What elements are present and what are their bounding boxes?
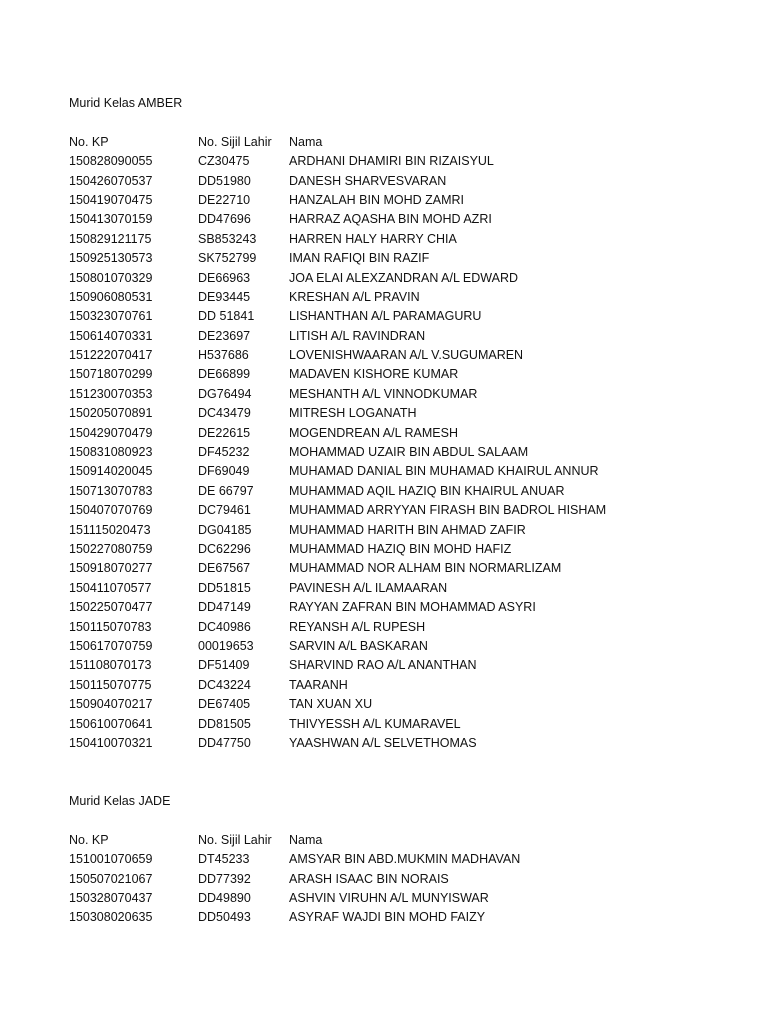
cell-no-kp: 150904070217 xyxy=(69,697,153,712)
cell-no-kp: 151115020473 xyxy=(69,522,151,537)
cell-no-sijil-lahir: DC43224 xyxy=(198,677,251,692)
cell-no-kp: 150411070577 xyxy=(69,580,152,595)
cell-no-sijil-lahir: DT45233 xyxy=(198,852,250,867)
cell-nama: IMAN RAFIQI BIN RAZIF xyxy=(289,251,430,266)
cell-no-sijil-lahir: DF69049 xyxy=(198,464,250,479)
cell-no-sijil-lahir: DE66963 xyxy=(198,270,251,285)
cell-no-sijil-lahir: 00019653 xyxy=(198,638,254,653)
document-page xyxy=(69,94,729,928)
cell-no-kp: 150227080759 xyxy=(69,541,153,556)
table-row xyxy=(69,249,729,268)
cell-no-sijil-lahir: DE67567 xyxy=(198,561,251,576)
cell-no-sijil-lahir: SB853243 xyxy=(198,231,257,246)
cell-no-kp: 150610070641 xyxy=(69,716,153,731)
cell-nama: MUHAMMAD NOR ALHAM BIN NORMARLIZAM xyxy=(289,561,562,576)
header-no-kp: No. KP xyxy=(69,832,109,847)
cell-no-kp: 150914020045 xyxy=(69,464,153,479)
section-title: Murid Kelas JADE xyxy=(69,794,171,809)
cell-nama: MESHANTH A/L VINNODKUMAR xyxy=(289,386,478,401)
cell-nama: ASYRAF WAJDI BIN MOHD FAIZY xyxy=(289,910,486,925)
cell-nama: MOGENDREAN A/L RAMESH xyxy=(289,425,459,440)
cell-no-sijil-lahir: DE93445 xyxy=(198,289,251,304)
cell-no-sijil-lahir: DD47750 xyxy=(198,735,251,750)
cell-no-sijil-lahir: DD77392 xyxy=(198,871,251,886)
cell-no-sijil-lahir: DE 66797 xyxy=(198,483,254,498)
cell-nama: MUHAMAD DANIAL BIN MUHAMAD KHAIRUL ANNUR xyxy=(289,464,599,479)
cell-no-kp: 150323070761 xyxy=(69,309,153,324)
table-row xyxy=(69,346,729,365)
cell-no-kp: 150829121175 xyxy=(69,231,152,246)
table-row xyxy=(69,424,729,443)
cell-no-kp: 150407070769 xyxy=(69,503,153,518)
cell-nama: ARASH ISAAC BIN NORAIS xyxy=(289,871,449,886)
cell-no-sijil-lahir: DF51409 xyxy=(198,658,250,673)
cell-no-sijil-lahir: DD50493 xyxy=(198,910,251,925)
cell-no-kp: 151001070659 xyxy=(69,852,153,867)
cell-nama: TAARANH xyxy=(289,677,348,692)
cell-no-kp: 150429070479 xyxy=(69,425,153,440)
header-no-sijil-lahir: No. Sijil Lahir xyxy=(198,134,272,149)
cell-nama: HANZALAH BIN MOHD ZAMRI xyxy=(289,192,465,207)
cell-nama: SARVIN A/L BASKARAN xyxy=(289,638,428,653)
table-row xyxy=(69,618,729,637)
table-row xyxy=(69,462,729,481)
cell-no-kp: 150713070783 xyxy=(69,483,153,498)
cell-no-kp: 150828090055 xyxy=(69,154,153,169)
table-row xyxy=(69,676,729,695)
cell-no-sijil-lahir: DD47696 xyxy=(198,212,251,227)
cell-no-sijil-lahir: DG76494 xyxy=(198,386,252,401)
cell-nama: REYANSH A/L RUPESH xyxy=(289,619,426,634)
table-row xyxy=(69,191,729,210)
cell-nama: HARRAZ AQASHA BIN MOHD AZRI xyxy=(289,212,492,227)
cell-nama: YAASHWAN A/L SELVETHOMAS xyxy=(289,735,477,750)
cell-nama: HARREN HALY HARRY CHIA xyxy=(289,231,457,246)
table-row xyxy=(69,385,729,404)
table-row xyxy=(69,404,729,423)
cell-nama: MUHAMMAD ARRYYAN FIRASH BIN BADROL HISHAM xyxy=(289,503,607,518)
cell-nama: LITISH A/L RAVINDRAN xyxy=(289,328,426,343)
table-row xyxy=(69,288,729,307)
cell-no-sijil-lahir: DE23697 xyxy=(198,328,251,343)
cell-nama: MADAVEN KISHORE KUMAR xyxy=(289,367,459,382)
table-row xyxy=(69,734,729,753)
cell-nama: ASHVIN VIRUHN A/L MUNYISWAR xyxy=(289,891,489,906)
table-row xyxy=(69,908,729,927)
cell-no-sijil-lahir: DD 51841 xyxy=(198,309,255,324)
class-section xyxy=(69,94,729,753)
cell-no-sijil-lahir: DE22615 xyxy=(198,425,251,440)
table-row xyxy=(69,540,729,559)
cell-nama: LOVENISHWAARAN A/L V.SUGUMAREN xyxy=(289,348,524,363)
cell-no-sijil-lahir: CZ30475 xyxy=(198,154,250,169)
cell-no-sijil-lahir: DG04185 xyxy=(198,522,252,537)
cell-no-kp: 150906080531 xyxy=(69,289,153,304)
section-title: Murid Kelas AMBER xyxy=(69,96,183,110)
cell-nama: MUHAMMAD HAZIQ BIN MOHD HAFIZ xyxy=(289,541,512,556)
table-row xyxy=(69,172,729,191)
table-row xyxy=(69,230,729,249)
cell-no-kp: 151230070353 xyxy=(69,386,153,401)
table-row xyxy=(69,850,729,869)
cell-no-kp: 150426070537 xyxy=(69,173,153,188)
table-header-row xyxy=(69,831,729,850)
cell-no-sijil-lahir: DE22710 xyxy=(198,192,251,207)
table-row xyxy=(69,365,729,384)
title-spacer xyxy=(69,113,729,132)
table-row xyxy=(69,210,729,229)
cell-nama: DANESH SHARVESVARAN xyxy=(289,173,447,188)
cell-no-kp: 151222070417 xyxy=(69,348,153,363)
table-row xyxy=(69,443,729,462)
cell-no-kp: 150925130573 xyxy=(69,251,153,266)
table-row xyxy=(69,579,729,598)
table-row xyxy=(69,269,729,288)
table-row xyxy=(69,656,729,675)
table-row xyxy=(69,521,729,540)
table-row xyxy=(69,482,729,501)
cell-no-kp: 150205070891 xyxy=(69,406,153,421)
table-row xyxy=(69,559,729,578)
cell-nama: MUHAMMAD AQIL HAZIQ BIN KHAIRUL ANUAR xyxy=(289,483,565,498)
cell-nama: SHARVIND RAO A/L ANANTHAN xyxy=(289,658,477,673)
cell-nama: MUHAMMAD HARITH BIN AHMAD ZAFIR xyxy=(289,522,526,537)
table-row xyxy=(69,307,729,326)
header-nama: Nama xyxy=(289,832,323,847)
cell-no-kp: 150614070331 xyxy=(69,328,153,343)
table-row xyxy=(69,501,729,520)
table-row xyxy=(69,870,729,889)
cell-no-sijil-lahir: DD51980 xyxy=(198,173,251,188)
cell-no-kp: 150413070159 xyxy=(69,212,153,227)
cell-no-kp: 150115070783 xyxy=(69,619,152,634)
table-header-row xyxy=(69,133,729,152)
cell-no-sijil-lahir: SK752799 xyxy=(198,251,257,266)
cell-no-sijil-lahir: DD49890 xyxy=(198,891,251,906)
cell-nama: PAVINESH A/L ILAMAARAN xyxy=(289,580,448,595)
table-row xyxy=(69,889,729,908)
table-row xyxy=(69,598,729,617)
cell-no-sijil-lahir: DE66899 xyxy=(198,367,251,382)
table-row xyxy=(69,695,729,714)
cell-no-sijil-lahir: DD81505 xyxy=(198,716,251,731)
class-section xyxy=(69,792,729,928)
cell-no-kp: 150831080923 xyxy=(69,445,153,460)
student-table xyxy=(69,133,729,754)
cell-nama: MOHAMMAD UZAIR BIN ABDUL SALAAM xyxy=(289,445,529,460)
cell-no-kp: 150410070321 xyxy=(69,735,153,750)
cell-no-sijil-lahir: DE67405 xyxy=(198,697,251,712)
cell-nama: JOA ELAI ALEXZANDRAN A/L EDWARD xyxy=(289,270,519,285)
title-spacer xyxy=(69,811,729,830)
cell-no-sijil-lahir: DD51815 xyxy=(198,580,251,595)
cell-nama: LISHANTHAN A/L PARAMAGURU xyxy=(289,309,482,324)
cell-nama: MITRESH LOGANATH xyxy=(289,406,417,421)
student-table xyxy=(69,831,729,928)
cell-no-sijil-lahir: DC62296 xyxy=(198,541,251,556)
cell-nama: RAYYAN ZAFRAN BIN MOHAMMAD ASYRI xyxy=(289,600,536,615)
cell-nama: ARDHANI DHAMIRI BIN RIZAISYUL xyxy=(289,154,494,169)
cell-no-kp: 150617070759 xyxy=(69,638,153,653)
cell-nama: AMSYAR BIN ABD.MUKMIN MADHAVAN xyxy=(289,852,521,867)
cell-nama: KRESHAN A/L PRAVIN xyxy=(289,289,420,304)
table-row xyxy=(69,715,729,734)
cell-no-kp: 150308020635 xyxy=(69,910,153,925)
cell-no-kp: 150115070775 xyxy=(69,677,152,692)
cell-no-sijil-lahir: DC40986 xyxy=(198,619,251,634)
cell-no-kp: 150718070299 xyxy=(69,367,153,382)
section-spacer xyxy=(69,753,729,792)
cell-no-sijil-lahir: DC43479 xyxy=(198,406,251,421)
cell-no-kp: 150801070329 xyxy=(69,270,153,285)
cell-no-kp: 150225070477 xyxy=(69,600,153,615)
cell-no-sijil-lahir: DF45232 xyxy=(198,445,250,460)
cell-nama: THIVYESSH A/L KUMARAVEL xyxy=(289,716,461,731)
cell-no-sijil-lahir: H537686 xyxy=(198,348,249,363)
cell-no-sijil-lahir: DD47149 xyxy=(198,600,251,615)
table-row xyxy=(69,637,729,656)
cell-no-kp: 150328070437 xyxy=(69,891,153,906)
cell-nama: TAN XUAN XU xyxy=(289,697,373,712)
cell-no-kp: 150507021067 xyxy=(69,871,153,886)
cell-no-sijil-lahir: DC79461 xyxy=(198,503,251,518)
cell-no-kp: 150419070475 xyxy=(69,192,153,207)
table-row xyxy=(69,327,729,346)
header-nama: Nama xyxy=(289,134,323,149)
header-no-sijil-lahir: No. Sijil Lahir xyxy=(198,832,272,847)
header-no-kp: No. KP xyxy=(69,134,109,149)
cell-no-kp: 150918070277 xyxy=(69,561,153,576)
table-row xyxy=(69,152,729,171)
cell-no-kp: 151108070173 xyxy=(69,658,152,673)
